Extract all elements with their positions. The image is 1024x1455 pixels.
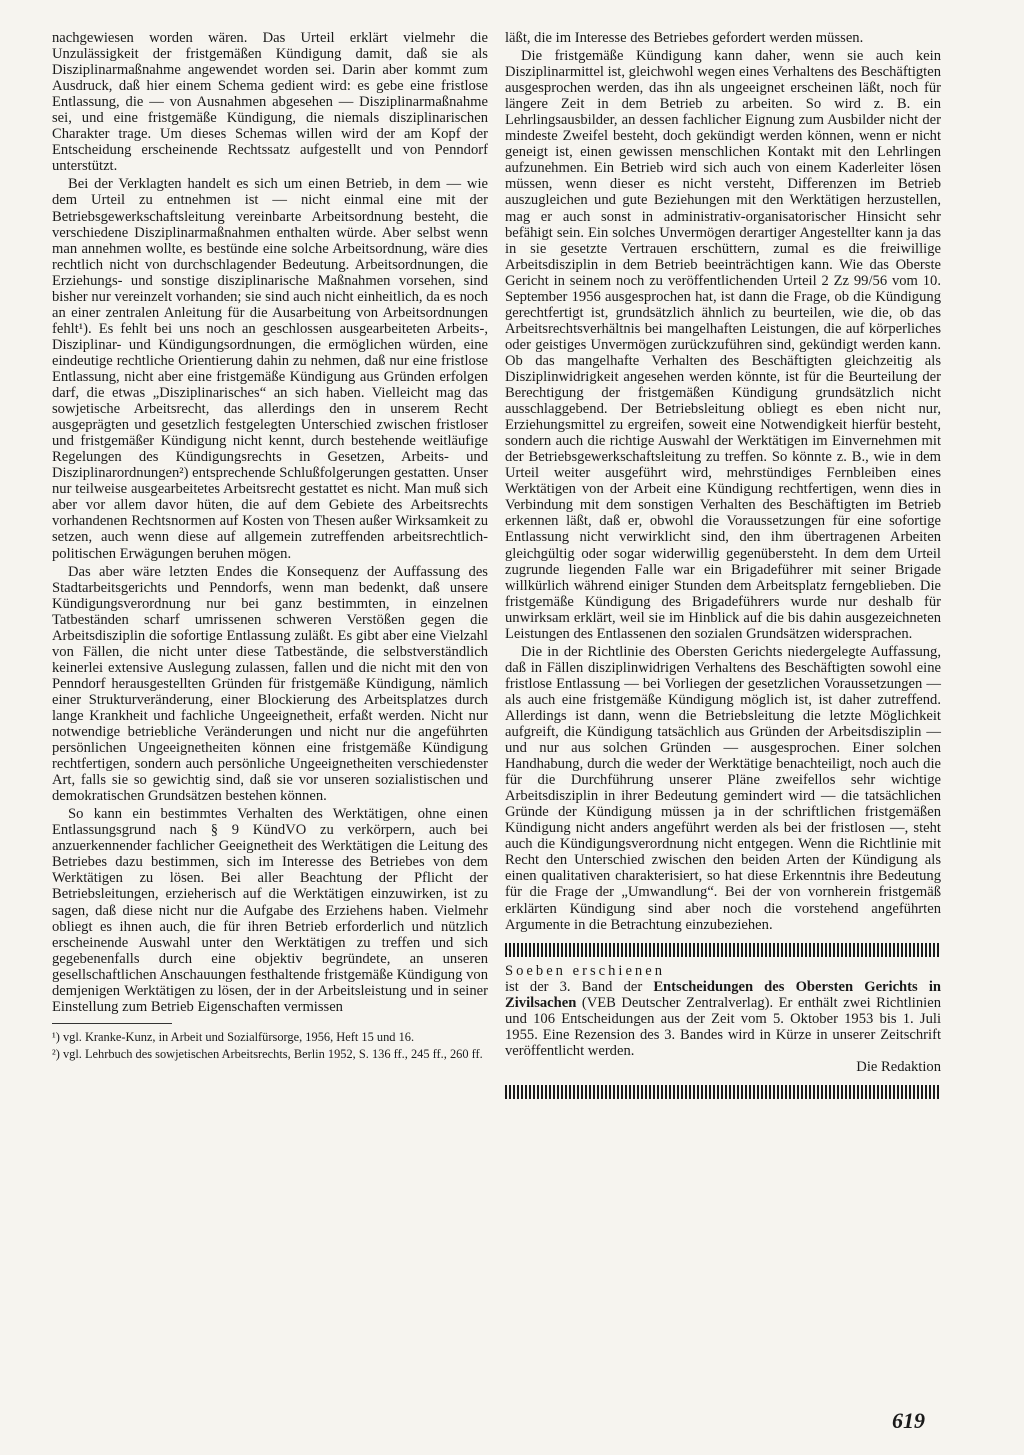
publication-notice	[505, 963, 941, 1075]
page-number: 619	[892, 1408, 925, 1433]
right-column	[505, 30, 941, 1105]
notice-body	[505, 979, 941, 1059]
paragraph: Bei der Verklagten handelt es sich um einen Betrieb, in dem — wie dem Urteil zu entnehmen ist — nicht einmal eine mit der Betriebsgewerkschaftsleitung vereinbarte Arbeitsordnung besteht, die verschiedene Disziplinarmaßnahmen enthalten würde. Aber selbst wenn man annehmen wollte, es bestünde eine solche Arbeitsordnung, wäre dies rechtlich nicht von durchschlagender Bedeutung. Arbeitsordnungen, die Erziehungs- und sonstige disziplinarische Maßnahmen vorsehen, sind bisher nur vereinzelt vorhanden; sie sind auch nicht einheitlich, da es noch an einer zentralen Anleitung für die Ausarbeitung von Arbeitsordnungen fehlt¹). Es fehlt bei uns noch an geschlossen ausgearbeiteten Arbeits-, Disziplinar- und Kündigungsordnungen, die ermöglichen würden, eine eindeutige rechtliche Orientierung dahin zu nehmen, daß nur eine fristlose Entlassung, nicht aber eine fristgemäße Kündigung aus Gründen erfolgen darf, die etwas „Disziplinarisches“ an sich haben. Vielleicht mag das sowjetische Arbeitsrecht, das allerdings den in unserem Recht ausgeprägten und gesetzlich festgelegten Unterschied zwischen fristloser und fristgemäßer Kündigung nicht kennt, durch bestehende weitläufige Regelungen des Kündigungsrechts in Gesetzen, Arbeits- und Disziplinarordnungen²) entsprechende Schlußfolgerungen gestatten. Unser nur teilweise ausgearbeitetes Arbeitsrecht gestattet es nicht. Man muß sich aber vor allem davor hüten, die auf dem Gebiete des Arbeitsrechts vorhandenen Rechtsnormen auf Kosten von Thesen außer Wirksamkeit zu setzen, auch wenn diese auf allgemein zutreffenden arbeitsrechtlich-politischen Erwägungen beruhen mögen.	[52, 176, 488, 562]
paragraph: Die fristgemäße Kündigung kann daher, wenn sie auch kein Disziplinarmittel ist, gleichwohl wegen eines Verhaltens des Beschäftigten ausgesprochen werden, das ihn als ungeeignet erscheinen läßt, noch für längere Zeit in dem Betrieb zu arbeiten. So wird z. B. ein Lehrlingsausbilder, an dessen fachlicher Eignung zum Ausbilder nicht der mindeste Zweifel besteht, doch gekündigt werden können, wenn er nicht geneigt ist, einen gewissen menschlichen Kontakt mit den Lehrlingen aufzunehmen. Ein Betrieb wird sich auch von einem Kaderleiter lösen müssen, wenn dieser es nicht versteht, Differenzen im Betrieb auszugleichen und gute Beziehungen mit den Werktätigen herzustellen, mag er auch sonst in administrativ-organisatorischer Hinsicht sehr befähigt sein. Ein solches Unvermögen derartiger Angestellter kann ja das in sie gesetzte Vertrauen erschüttern, zumal es die freiwillige Arbeitsdisziplin in dem Betrieb beeinträchtigen kann. Wie das Oberste Gericht in seinem noch zu veröffentlichenden Urteil 2 Zz 99/56 vom 10. September 1956 ausgesprochen hat, ist dann die Frage, ob die Kündigung gerechtfertigt ist, grundsätzlich ähnlich zu beurteilen, wie die, ob das Arbeitsrechtsverhältnis bei mangelhaften Leistungen, die auf körperliches oder geistiges Unvermögen zurückzuführen sind, gekündigt werden kann. Ob das mangelhafte Verhalten des Beschäftigten gleichzeitig als Disziplinwidrigkeit angesehen werden könnte, ist für die Beurteilung der Berechtigung der fristgemäßen Kündigung grundsätzlich nicht ausschlaggebend. Der Betriebsleitung obliegt es eben nicht nur, Erziehungsmittel zu ergreifen, soweit eine Notwendigkeit hierfür besteht, sondern auch die richtige Auswahl der Werktätigen im Einvernehmen mit der Betriebsgewerkschaftsleitung zu treffen. So könnte z. B., wie in dem Urteil weiter ausgeführt wird, mehrstündiges Fernbleiben eines Werktätigen von der Arbeit eine Kündigung rechtfertigen, wenn dies in Verbindung mit dem sonstigen Verhalten des Beschäftigten im Betrieb erkennen läßt, daß er, obwohl die Voraussetzungen für eine sofortige Entlassung nicht verwirklicht sind, den ihm übertragenen Arbeiten gleichgültig oder sogar widerwillig gegenübersteht. In dem dem Urteil zugrunde liegenden Falle war ein Brigadeführer mit seiner Brigade willkürlich während einiger Stunden dem Arbeitsplatz ferngeblieben. Die fristgemäße Kündigung des Brigadeführers wurde nur deshalb für unwirksam erklärt, weil sie im Hinblick auf die bis dahin ausgezeichneten Leistungen des Entlassenen den sozialen Grundsätzen widersprachen.	[505, 48, 941, 642]
notice-signature: Die Redaktion	[856, 1058, 941, 1075]
footnote-divider	[52, 1023, 172, 1024]
paragraph: So kann ein bestimmtes Verhalten des Werktätigen, ohne einen Entlassungsgrund nach § 9 KündVO zu verkörpern, auch bei anzuerkennender fachlicher Geeignetheit des Werktätigen die Leitung des Betriebes dazu bestimmen, sich im Interesse des Betriebes von dem Werktätigen zu lösen. Bei aller Beachtung der Pflicht der Betriebsleitungen, erzieherisch auf die Werktätigen einzuwirken, ist zu sagen, daß diese nicht nur die Aufgabe des Erziehens haben. Vielmehr obliegt es ihnen auch, die für ihren Betrieb erforderlich und nützlich erscheinende Auswahl unter den Werktätigen zu treffen und sich gegebenenfalls durch eine objektiv begründete, an unseren gesellschaftlichen Anschauungen festhaltende fristgemäße Kündigung von demjenigen Werktätigen zu lösen, der in der Arbeitsleistung und in seiner Einstellung zum Betrieb Eigenschaften vermissen	[52, 806, 488, 1015]
decorative-rule-top	[505, 943, 941, 957]
left-column	[52, 30, 488, 1064]
paragraph-continuation: nachgewiesen worden wären. Das Urteil erklärt vielmehr die Unzulässigkeit der fristgemäßen Kündigung damit, daß sie als Disziplinarmaßnahme angewendet worden sei. Darin aber kommt zum Ausdruck, daß hier einem Schema gedient wird: es gebe eine fristlose Entlassung, die — von Ausnahmen abgesehen — Disziplinarmaßnahme sei, und eine fristgemäße Kündigung, die niemals disziplinarischen Charakter trage. Um dieses Schemas willen wird der am Kopf der Entscheidung erscheinende Rechtssatz aufgestellt und von Penndorf unterstützt.	[52, 30, 488, 175]
footnote-1: ¹) vgl. Kranke-Kunz, in Arbeit und Sozialfürsorge, 1956, Heft 15 und 16.	[52, 1029, 415, 1044]
footnotes	[52, 1030, 488, 1061]
paragraph-continuation: läßt, die im Interesse des Betriebes gefordert werden müssen.	[505, 30, 864, 46]
paragraph: Die in der Richtlinie des Obersten Gerichts niedergelegte Auffassung, daß in Fällen disziplinwidrigen Verhaltens des Beschäftigten sowohl eine fristlose Entlassung — bei Vorliegen der gesetzlichen Voraussetzungen — als auch eine fristgemäße Kündigung möglich ist, ist daher zutreffend. Allerdings ist dann, wenn die Betriebsleitung die letzte Möglichkeit aufgreift, die Kündigung tatsächlich aus Gründen der Arbeitsdisziplin — und nur aus solchen Gründen — ausgesprochen. Einer solchen Handhabung, durch die weder der Werktätige benachteiligt, noch auch die für die Durchführung unserer Pläne zweifellos sehr wichtige Arbeitsdisziplin in ihrer Bedeutung gemindert wird — die tatsächlichen Gründe der Kündigung müssen ja in der schriftlichen fristgemäßen Kündigung nicht anders angeführt werden als bei der fristlosen —, steht auch die Kündigungsverordnung nicht entgegen. Wenn die Richtlinie mit Recht den Unterschied zwischen den beiden Arten der Kündigung als einen qualitativen charakterisiert, so hat diese Erkenntnis ihre Bedeutung für die Frage der „Umwandlung“. Bei der von vornherein fristgemäß erklärten Kündigung sind aber noch die vorstehend angeführten Argumente in die Betrachtung einzubeziehen.	[505, 643, 941, 933]
paragraph: Das aber wäre letzten Endes die Konsequenz der Auffassung des Stadtarbeitsgerichts und Penndorfs, wenn man bedenkt, daß unsere Kündigungsverordnung nur bei ganz bestimmten, in einzelnen Tatbeständen scharf umrissenen schweren Verstößen gegen die Arbeitsdisziplin die sofortige Entlassung zuläßt. Es gibt aber eine Vielzahl von Fällen, die nicht unter diese Tatbestände, die selbstverständlich keinerlei extensive Auslegung zulassen, fallen und die nicht mit den von Penndorf herausgestellten Gründen für fristgemäße Kündigung, nämlich einer Strukturveränderung, einer Blockierung des Arbeitsplatzes durch lange Krankheit und fachliche Ungeeignetheit, erfaßt werden. Nicht nur notwendige betriebliche Veränderungen und nicht nur die angeführten persönlichen Ungeeignetheiten können eine fristgemäße Kündigung rechtfertigen, sondern auch persönliche Ungeeignetheiten verschiedenster Art, falls sie so gewichtig sind, daß sie vor unseren sozialistischen und demokratischen Grundsätzen bestehen können.	[52, 563, 488, 805]
footnote-2: ²) vgl. Lehrbuch des sowjetischen Arbeitsrechts, Berlin 1952, S. 136 ff., 245 ff., 260 ff.	[52, 1047, 483, 1062]
decorative-rule-bottom	[505, 1085, 941, 1099]
notice-book-title: Entscheidungen des Obersten Gerichts in Zivilsachen	[505, 978, 941, 1011]
notice-body-suffix: (VEB Deutscher Zentralverlag). Er enthält zwei Richtlinien und 106 Entscheidungen aus der Zeit vom 5. Oktober 1953 bis 1. Juli 1955. Eine Rezension des 3. Bandes wird in Kürze in unserer Zeitschrift veröffentlicht werden.	[505, 994, 941, 1059]
notice-heading: Soeben erschienen	[505, 962, 666, 979]
notice-body-prefix: ist der 3. Band der	[505, 978, 654, 995]
